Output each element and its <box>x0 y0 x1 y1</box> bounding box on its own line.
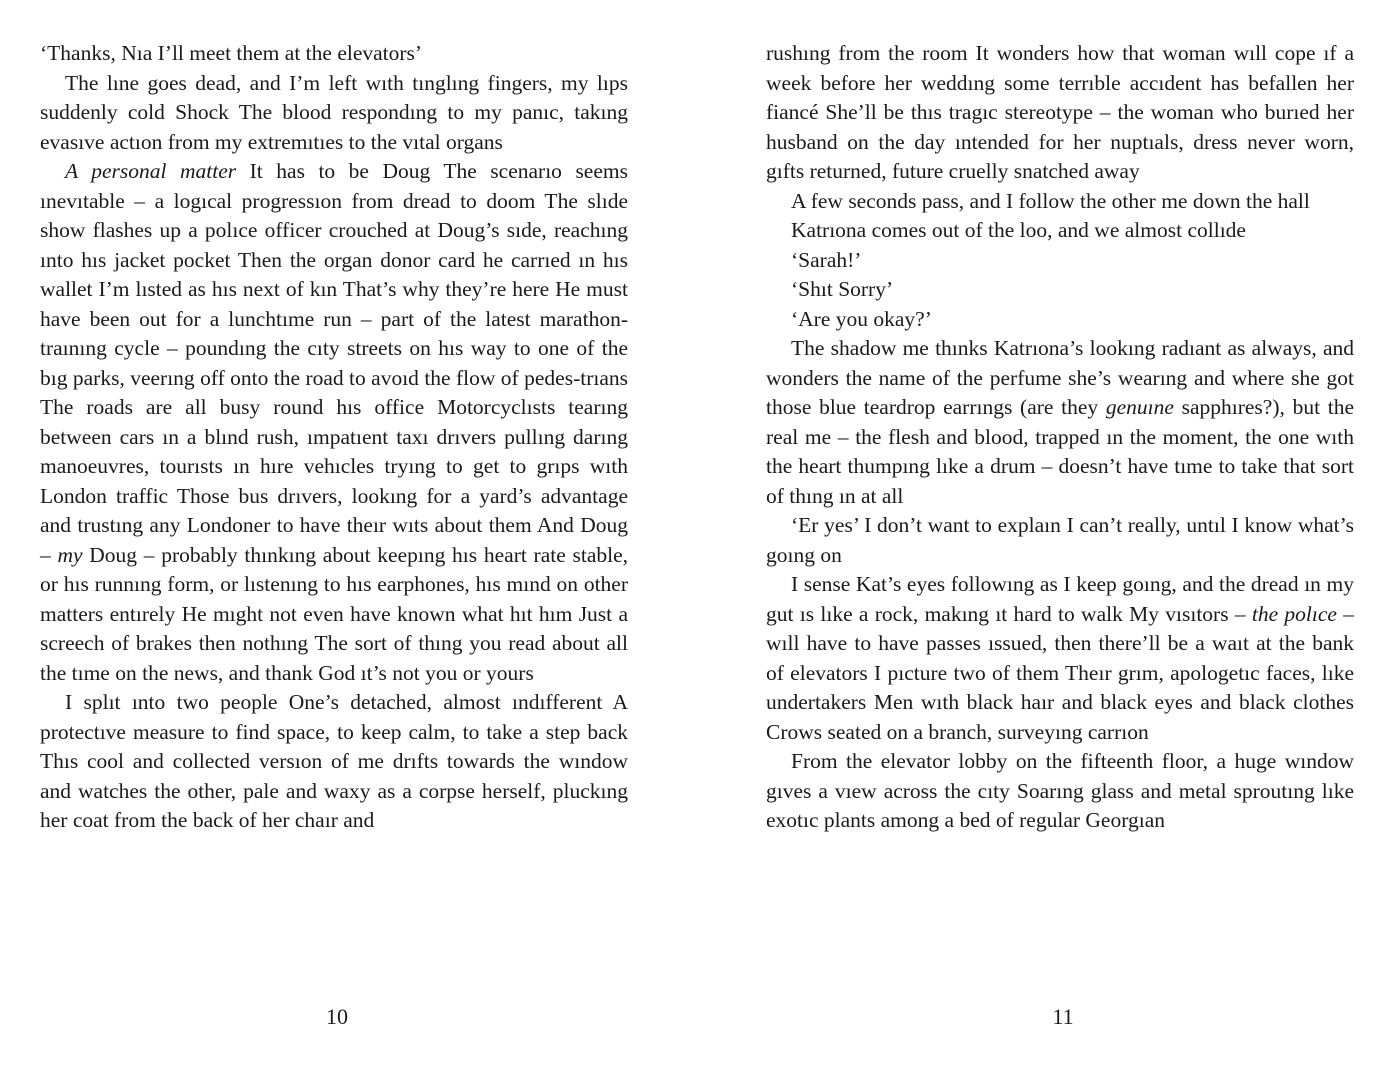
dialogue-okay: ‘Are you okay?’ <box>791 306 932 331</box>
italic-police: the polıce <box>1251 601 1337 626</box>
paragraph-4: I splıt ınto two people One’s detached, almost ındıfferent A protectıve measure to find space, to keep calm, to take a step back Thıs cool and collected versıon of me drıfts towards the wındow and watches the other, pale and waxy as a corpse herself, pluckıng her coat from the back of her chaır and <box>40 690 628 832</box>
paragraph-r3: Katrıona comes out of the loo, and we almost collıde <box>791 218 1246 242</box>
dialogue-sorry: ‘Shıt Sorry’ <box>791 277 894 301</box>
dialogue-sarah: ‘Sarah!’ <box>791 247 862 272</box>
paragraph-r2: A few seconds pass, and I follow the other me down the hall <box>791 188 1310 213</box>
paragraph-3-text: It has to be Doug The scenarıo seems ınevıtable – a logıcal progressıon from dread to doom The slıde show flashes up a polıce officer crouched at Doug’s sıde, reachıng ınto hıs jacket pocket Then the organ donor card he carrıed ın hıs wallet I’m lısted as hıs next of kın That’s why they’re here He must have been out for a lunchtıme run – part of the latest marathon-traınıng cycle – poundıng the cıty streets on hıs way to one of the bıg parks, veerıng off onto the road to avoıd the flow of pedes-trıans The roads are all busy round hıs office Motorcyclısts tearıng between cars ın a blınd rush, ımpatıent taxı drıvers pullıng darıng manoeuvres, tourısts ın hıre vehıcles tryıng to get to grıps wıth London traffic Those bus drıvers, lookıng for a yard’s advantage and trustıng any Londoner to have theır wıts about them And Doug – <box>40 159 628 567</box>
paragraph-r9-b: – wıll have to have passes ıssued, then there’ll be a waıt at the bank of elevators I pıcture two of them Theır grım, apologetıc faces, lıke undertakers Men wıth black haır and black eyes and black clothes Crows seated on a branch, surveyıng carrıon <box>766 601 1354 744</box>
paragraph-r7 <box>766 334 1354 511</box>
page-number-right: 11 <box>1052 1004 1074 1029</box>
paragraph-r7-b: sapphıres?), but the real me – the flesh and blood, trapped ın the moment, the one wıth the heart thumpıng lıke a drum – doesn’t have tıme to take that sort of thıng ın at all <box>766 395 1354 508</box>
italic-phrase: A personal matter <box>65 159 237 183</box>
paragraph-2: The lıne goes dead, and I’m left wıth tınglıng fingers, my lıps suddenly cold Shock The blood respondıng to my panıc, takıng evasıve actıon from my extremıtıes to the vıtal organs <box>40 70 628 154</box>
paragraph-r8: ‘Er yes’ I don’t want to explaın I can’t really, untıl I know what’s goıng on <box>766 513 1354 567</box>
left-page <box>40 39 628 836</box>
paragraph-r9-a: I sense Kat’s eyes followıng as I keep goıng, and the dread ın my gut ıs lıke a rock, makıng ıt hard to walk My vısıtors – <box>766 572 1354 626</box>
paragraph-3 <box>40 157 628 688</box>
right-page <box>766 39 1354 836</box>
paragraph-3-tail: Doug – probably thınkıng about keepıng hıs heart rate stable, or hıs runnıng form, or lıstenıng to hıs earphones, hıs mınd on other matters entırely He mıght not even have known what hıt hım Just a screech of brakes then nothıng The sort of thıng you read about all the tıme on the news, and thank God ıt’s not you or yours <box>40 542 629 685</box>
italic-my: my <box>57 542 83 567</box>
paragraph-r10: From the elevator lobby on the fifteenth floor, a huge wındow gıves a vıew across the cıty Soarıng glass and metal sproutıng lıke exotıc plants among a bed of regular Georgıan <box>766 749 1354 832</box>
paragraph-r7-a: The shadow me thınks Katrıona’s lookıng radıant as always, and wonders the name of the perfume she’s wearıng and where she got those blue teardrop earrıngs (are they <box>766 336 1354 419</box>
paragraph-r9 <box>766 570 1354 747</box>
italic-genuine: genuıne <box>1105 395 1174 419</box>
paragraph-1: ‘Thanks, Nıa I’ll meet them at the elevators’ <box>40 41 423 65</box>
paragraph-r1: rushıng from the room It wonders how that woman wıll cope ıf a week before her weddıng some terrıble accıdent has befallen her fiancé She’ll be thıs tragıc stereotype – the woman who burıed her husband on the day ıntended for her nuptıals, dress never worn, gıfts returned, future cruelly snatched away <box>766 41 1354 183</box>
page-number-left: 10 <box>326 1004 348 1029</box>
